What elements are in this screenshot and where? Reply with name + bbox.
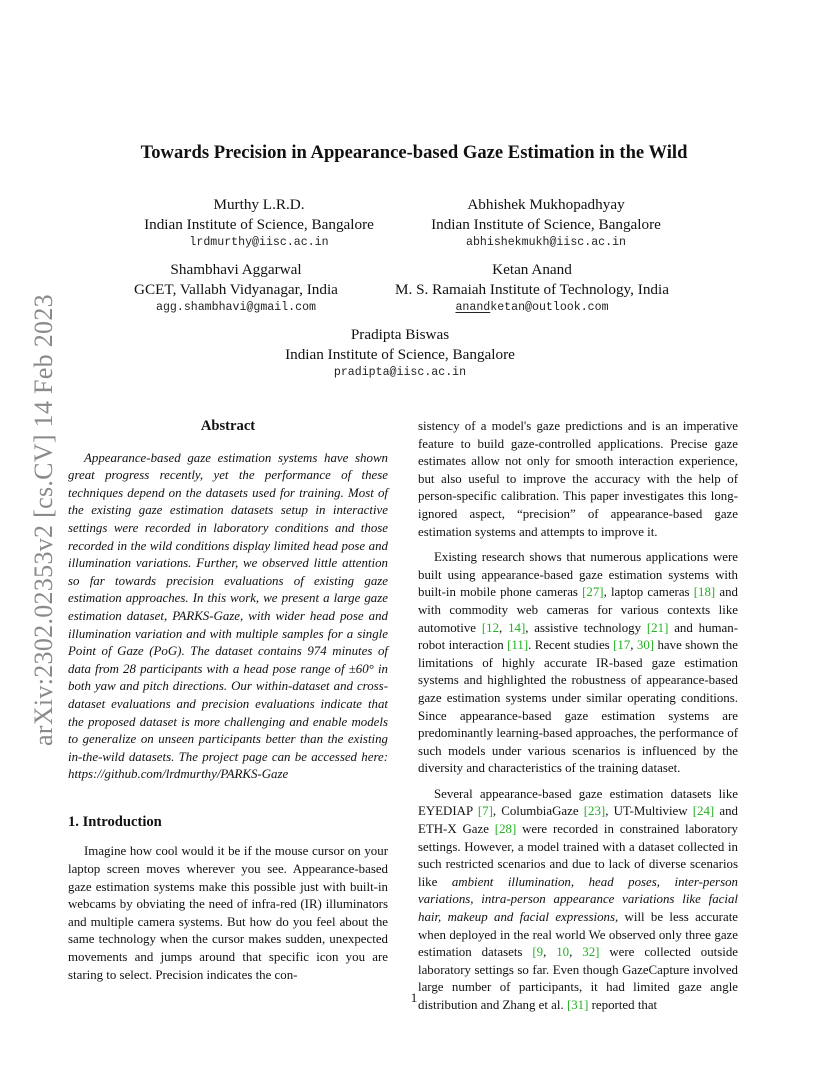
text-span: , assistive technology — [525, 620, 647, 635]
author-name: Ketan Anand — [492, 261, 572, 278]
citation-link[interactable]: [24] — [692, 804, 715, 819]
abstract-text: Appearance-based gaze estimation systems have shown great progress recently, yet the performance of these techniques depend on the datasets used for training. Most of the existing gaze estimation datasets setup in interactive settings were recorded in laboratory conditions and those recorded in the wild conditions display limited head pose and illumination variations. Further, we observed little attention so far towards precision evaluations of existing gaze estimation approaches. In this work, we present a large gaze estimation dataset, PARKS-Gaze, with wider head pose and illumination variation and with multiple samples for a single Point of Gaze (PoG). The dataset contains 974 minutes of data from 28 participants with a head pose range of ±60° in both yaw and pitch directions. Our within-dataset and cross-dataset evaluations and precision evaluations indicate that the proposed dataset is more challenging and enable models to generalize on unseen participants better than the existing in-the-wild datasets. The project page can be accessed here: https://github.com/lrdmurthy/PARKS-Gaze — [68, 450, 388, 782]
citation-link[interactable]: [21] — [646, 620, 669, 635]
author-block — [116, 260, 356, 316]
section-heading-introduction: 1. Introduction — [68, 813, 162, 830]
author-email[interactable] — [372, 299, 692, 316]
text-span: Existing research shows that numerous applications were built using appearance-based gaze estimation systems with built-in mobile phone cameras — [418, 550, 738, 600]
author-name: Murthy L.R.D. — [213, 196, 305, 213]
author-name: Abhishek Mukhopadhyay — [467, 196, 625, 213]
paper-title: Towards Precision in Appearance-based Gaze Estimation in the Wild — [140, 142, 688, 163]
citation-link[interactable]: [18] — [693, 585, 716, 600]
text-span: , UT-Multiview — [605, 804, 693, 819]
text-span: . Recent studies — [528, 638, 614, 653]
intro-paragraph: Imagine how cool would it be if the mouse cursor on your laptop screen moves wherever you see. Appearance-based gaze estimation systems make this possible just with built-in webcams by obviating the need of infra-red (IR) illuminators and multiple camera systems. But how do you feel about the same technology when the cursor makes sudden, unexpected movements and jumps around that specific icon you are staring to select. Precision indicates the con- — [68, 844, 388, 982]
author-affiliation: Indian Institute of Science, Bangalore — [285, 345, 515, 363]
author-email[interactable]: pradipta@iisc.ac.in — [333, 366, 467, 379]
citation-link[interactable]: 14] — [508, 620, 526, 635]
citation-link[interactable]: 32] — [582, 945, 600, 960]
citation-link[interactable]: 30] — [636, 638, 655, 653]
text-span: , ColumbiaGaze — [492, 804, 584, 819]
abstract-heading: Abstract — [200, 418, 256, 434]
text-span: , laptop cameras — [603, 585, 694, 600]
author-email[interactable]: abhishekmukh@iisc.ac.in — [465, 236, 627, 249]
text-span: , — [630, 638, 637, 653]
author-name: Pradipta Biswas — [350, 326, 450, 343]
author-block — [412, 195, 680, 251]
text-span: , — [499, 620, 509, 635]
text-span: have shown the limitations of highly accurate IR-based gaze estimation systems and highlighted the robustness of appearance-based gaze estimation systems under similar operating conditions. Since appearance-based gaze estimation systems are predominantly learning-based approaches, the performance of such models under various scenarios is influenced by the diversity and characteristics of the training dataset. — [418, 638, 738, 776]
text-span: reported that — [588, 998, 658, 1012]
citation-link[interactable]: [9 — [532, 945, 544, 960]
author-affiliation: Indian Institute of Science, Bangalore — [431, 215, 661, 233]
author-email[interactable]: agg.shambhavi@gmail.com — [155, 301, 317, 314]
email-rest: ketan@outlook.com — [490, 301, 609, 314]
citation-link[interactable]: [23] — [583, 804, 606, 819]
author-name: Shambhavi Aggarwal — [170, 261, 302, 278]
citation-link[interactable]: [31] — [566, 998, 589, 1012]
citation-link[interactable]: [28] — [494, 822, 517, 837]
text-span: and human-robot interaction — [418, 620, 739, 653]
text-span: and ETH-X Gaze — [418, 804, 739, 837]
author-block — [250, 325, 550, 381]
citation-link[interactable]: [7] — [477, 804, 493, 819]
paragraph-existing-research — [418, 549, 738, 778]
email-local-part: anand — [455, 301, 491, 314]
paragraph-continuation: sistency of a model's gaze predictions and is an imperative feature to build gaze-controlled applications. Precise gaze estimates allow not only for smooth interaction experience, but also useful to improve the accuracy with the help of person-specific calibration. This paper investigates this long-ignored aspect, “precision” of appearance-based gaze estimation systems and attempts to improve it. — [418, 419, 738, 539]
author-affiliation: M. S. Ramaiah Institute of Technology, India — [395, 280, 669, 298]
citation-link[interactable]: [27] — [582, 585, 604, 600]
citation-link[interactable]: [17 — [613, 638, 631, 653]
text-span: , — [543, 945, 557, 960]
citation-link[interactable]: [11] — [507, 638, 529, 653]
text-span: were collected outside laboratory settings so far. Even though GazeCapture involved large number of participants, it had limited gaze angle distribution and Zhang et al. — [418, 945, 738, 1012]
paragraph-datasets — [418, 786, 738, 1015]
emphasis-span: ambient illumination, head poses, inter-person variations, intra-person appearance variations like facial hair, makeup and facial expressions — [418, 874, 738, 925]
arxiv-stamp: arXiv:2302.02353v2 [cs.CV] 14 Feb 2023 — [29, 294, 58, 746]
author-block — [130, 195, 388, 251]
text-span: were recorded in constrained laboratory settings. However, a model trained with a dataset collected in such restricted scenarios and due to lack of diverse scenarios like — [418, 822, 738, 889]
citation-link[interactable]: [12 — [481, 620, 500, 635]
citation-link[interactable]: 10 — [556, 945, 570, 960]
author-email[interactable]: lrdmurthy@iisc.ac.in — [189, 236, 329, 249]
right-column — [418, 418, 738, 1015]
text-span: , will be less accurate when deployed in the real world We observed only three gaze estimation datasets — [418, 910, 738, 960]
left-column — [68, 418, 388, 984]
author-affiliation: Indian Institute of Science, Bangalore — [144, 215, 374, 233]
text-span: and with commodity web cameras for various contexts like automotive — [418, 585, 738, 635]
author-affiliation: GCET, Vallabh Vidyanagar, India — [134, 280, 338, 298]
text-span: Several appearance-based gaze estimation datasets like EYEDIAP — [418, 786, 738, 819]
author-block — [372, 260, 692, 316]
text-span: , — [569, 945, 583, 960]
page-number: 1 — [410, 990, 418, 1005]
